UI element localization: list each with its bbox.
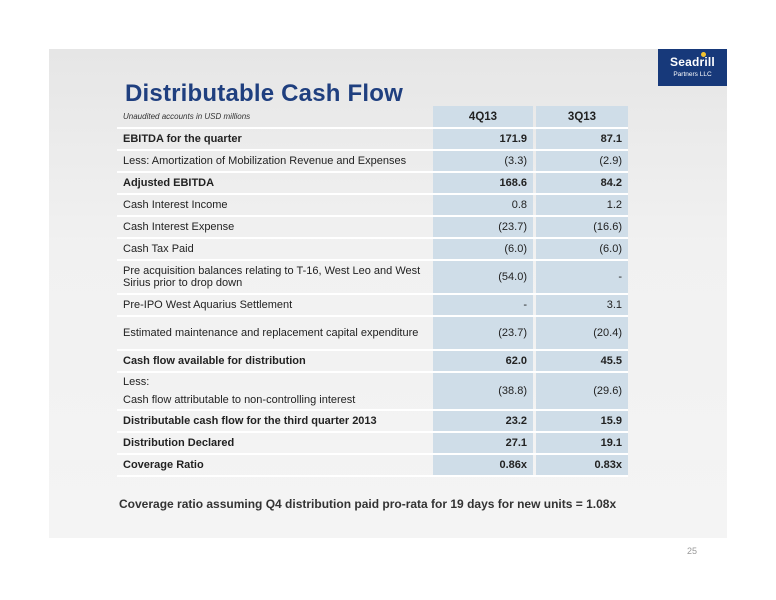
row-label: Distributable cash flow for the third quarter 2013 [117, 410, 433, 432]
cash-flow-table [117, 106, 628, 477]
table-row [117, 128, 628, 150]
table-row [117, 294, 628, 316]
table-header-row [117, 106, 628, 128]
value-3q13: 19.1 [536, 432, 628, 454]
value-3q13: 87.1 [536, 128, 628, 150]
column-header-3q13: 3Q13 [536, 106, 628, 128]
value-3q13: 15.9 [536, 410, 628, 432]
row-label: Cash flow available for distribution [117, 350, 433, 372]
row-label: Adjusted EBITDA [117, 172, 433, 194]
value-4q13: 0.8 [433, 194, 533, 216]
value-3q13: (6.0) [536, 238, 628, 260]
value-4q13: (38.8) [433, 372, 533, 410]
value-3q13: (29.6) [536, 372, 628, 410]
table-row [117, 316, 628, 350]
value-3q13: (16.6) [536, 216, 628, 238]
row-label: Cash Interest Income [117, 194, 433, 216]
value-4q13: 62.0 [433, 350, 533, 372]
value-3q13: (2.9) [536, 150, 628, 172]
table-row [117, 410, 628, 432]
table-row [117, 216, 628, 238]
row-label: Pre acquisition balances relating to T-16, West Leo and West Sirius prior to drop down [117, 260, 433, 294]
value-3q13: 84.2 [536, 172, 628, 194]
row-label: Pre-IPO West Aquarius Settlement [117, 294, 433, 316]
value-4q13: (3.3) [433, 150, 533, 172]
table-row [117, 238, 628, 260]
row-label: Coverage Ratio [117, 454, 433, 476]
row-label: Cash Tax Paid [117, 238, 433, 260]
table-caption: Unaudited accounts in USD millions [117, 106, 433, 128]
seadrill-logo [658, 49, 727, 86]
coverage-note: Coverage ratio assuming Q4 distribution paid pro-rata for 19 days for new units = 1.08x [119, 497, 617, 511]
table-row [117, 454, 628, 476]
value-4q13: 27.1 [433, 432, 533, 454]
logo-name: Seadrill [670, 55, 715, 69]
value-4q13: (6.0) [433, 238, 533, 260]
value-4q13: 23.2 [433, 410, 533, 432]
value-4q13: 171.9 [433, 128, 533, 150]
row-label: EBITDA for the quarter [117, 128, 433, 150]
table-row [117, 260, 628, 294]
row-label [117, 372, 433, 410]
table-row [117, 372, 628, 410]
value-4q13: 0.86x [433, 454, 533, 476]
page-number: 25 [687, 546, 698, 556]
table-row [117, 432, 628, 454]
value-3q13: (20.4) [536, 316, 628, 350]
slide [49, 49, 727, 538]
value-4q13: (23.7) [433, 216, 533, 238]
row-label: Cash Interest Expense [117, 216, 433, 238]
row-label-line2: Cash flow attributable to non-controlling interest [123, 394, 356, 406]
slide-title: Distributable Cash Flow [125, 80, 403, 107]
row-label: Distribution Declared [117, 432, 433, 454]
value-3q13: 45.5 [536, 350, 628, 372]
value-3q13: 3.1 [536, 294, 628, 316]
logo-subtitle: Partners LLC [673, 71, 712, 78]
table-row [117, 150, 628, 172]
column-header-4q13: 4Q13 [433, 106, 533, 128]
table-row [117, 194, 628, 216]
table-row [117, 172, 628, 194]
row-label: Estimated maintenance and replacement capital expenditure [117, 316, 433, 350]
value-3q13: 1.2 [536, 194, 628, 216]
value-3q13: - [536, 260, 628, 294]
value-3q13: 0.83x [536, 454, 628, 476]
value-4q13: - [433, 294, 533, 316]
row-label-line1: Less: [123, 376, 150, 388]
value-4q13: 168.6 [433, 172, 533, 194]
value-4q13: (54.0) [433, 260, 533, 294]
row-label: Less: Amortization of Mobilization Revenue and Expenses [117, 150, 433, 172]
table-row [117, 350, 628, 372]
value-4q13: (23.7) [433, 316, 533, 350]
